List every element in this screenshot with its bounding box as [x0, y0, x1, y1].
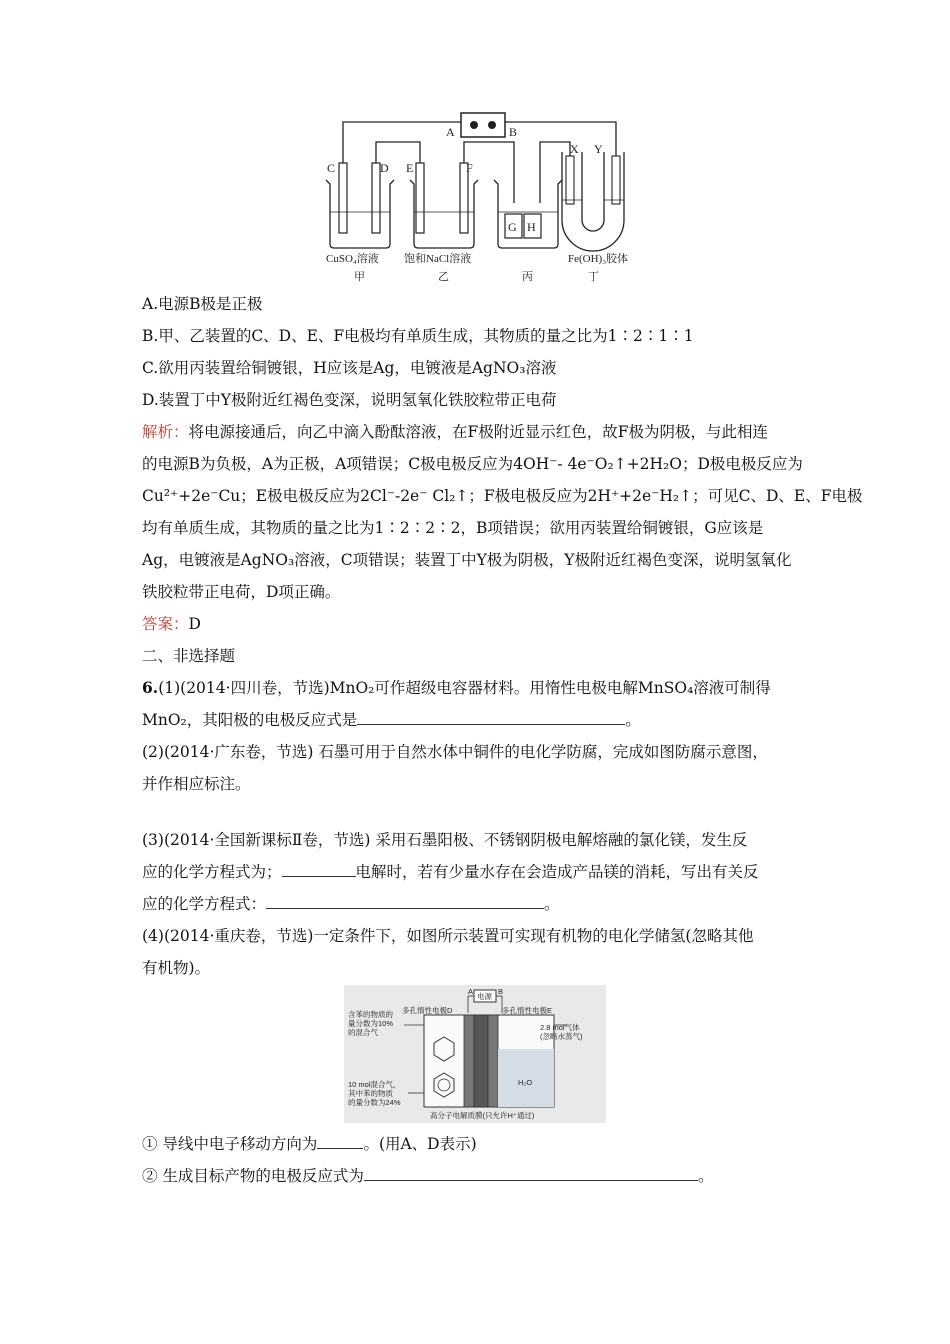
membrane: [474, 1015, 488, 1107]
subquestion-2: [142, 1166, 713, 1186]
u-tube: [562, 152, 624, 251]
q6-part1-text: (1)(2014·四川卷，节选)MnO₂可作超级电容器材料。用惰性电极电解MnSO₄溶液可制得: [158, 679, 771, 697]
source-terminal-a: [471, 122, 478, 129]
caption-feoh3: Fe(OH)₃胶体: [568, 253, 629, 265]
answer-blank-5[interactable]: [364, 1166, 698, 1181]
electrode-c: [339, 163, 347, 233]
answer-line: [142, 614, 201, 634]
membrane-label: 高分子电解质膜(只允许H⁺通过): [430, 1111, 535, 1120]
name-ding: 丁: [588, 271, 599, 283]
mix-top-1: 含苯的物质的: [348, 1010, 393, 1019]
electrode-e: [488, 1015, 498, 1107]
gas-out-label: 2.8 mol气体: [540, 1023, 580, 1032]
q6-part3-line2: [142, 862, 759, 882]
analysis-line-6: 铁胶粒带正电荷，D项正确。: [142, 583, 341, 601]
name-jia: 甲: [354, 271, 365, 283]
source-terminal-b: [489, 122, 496, 129]
period: 。: [544, 895, 560, 913]
mix-top-3: 的混合气: [348, 1028, 378, 1037]
analysis-text: 将电源接通后，向乙中滴入酚酞溶液，在F极附近显示红色，故F极为阴极，与此相连: [188, 423, 769, 441]
mix-bot-1: 10 mol混合气，: [348, 1080, 401, 1089]
answer-label: 答案：: [142, 615, 189, 633]
electrode-label-g: G: [508, 220, 517, 234]
q6-part1-line1: [142, 678, 771, 698]
answer-value: D: [188, 615, 201, 633]
analysis-line-2: 的电源B为负极，A为正极，A项错误；C极电极反应为4OH⁻- 4e⁻O₂↑+2H₂O；D极电极反应为: [142, 455, 803, 473]
caption-nacl: 饱和NaCl溶液: [404, 253, 472, 265]
name-bing: 丙: [522, 271, 533, 283]
electrode-label-c: C: [327, 161, 336, 175]
electrode-label-x: X: [570, 142, 579, 156]
electrode-x: [566, 156, 574, 204]
electrode-e-label: 多孔惰性电极E: [502, 1006, 553, 1015]
subquestion-2-text: ② 生成目标产物的电极反应式为: [142, 1167, 364, 1185]
q6-part2-line2: 并作相应标注。: [142, 775, 251, 793]
mix-bot-3: 的量分数为24%: [348, 1098, 401, 1107]
q6-part1-text-2: MnO₂，其阳极的电极反应式是: [142, 711, 358, 729]
analysis-line-5: Ag，电镀液是AgNO₃溶液，C项错误；装置丁中Y极为阴极，Y极附近红褐色变深，说明氢氧化: [142, 551, 792, 569]
electrode-label-e: E: [406, 161, 414, 175]
option-a: A.电源B极是正极: [142, 295, 263, 313]
gas-note-label: (忽略水蒸气): [540, 1032, 583, 1041]
subquestion-1-end: 。(用A、D表示): [363, 1135, 477, 1153]
source-label-b: B: [509, 125, 518, 139]
water-label: H₂O: [518, 1078, 533, 1087]
wire: [376, 142, 420, 163]
q6-part3-line3: [142, 894, 560, 914]
caption-cuso4: CuSO₄溶液: [326, 253, 379, 265]
hydrogen-storage-figure: [344, 985, 606, 1123]
electrode-label-f: F: [466, 161, 473, 175]
q6-part3-text-4: 应的化学方程式：: [142, 895, 267, 913]
answer-blank-4[interactable]: [317, 1134, 363, 1149]
q6-part4-line1: (4)(2014·重庆卷，节选)一定条件下，如图所示装置可实现有机物的电化学储氢(忽略其他: [142, 927, 754, 945]
mix-top-2: 量分数为10%: [348, 1019, 394, 1028]
mix-bot-2: 其中苯的物质: [348, 1089, 393, 1098]
power-label: 电源: [477, 992, 492, 1001]
q6-part4-line2: 有机物)。: [142, 959, 211, 977]
answer-blank-1[interactable]: [357, 710, 625, 725]
electrolysis-apparatus-figure: [318, 108, 648, 286]
power-source: [461, 113, 505, 137]
option-d: D.装置丁中Y极附近红褐色变深，说明氢氧化铁胶粒带正电荷: [142, 391, 557, 409]
question-number: 6.: [142, 678, 159, 697]
analysis-label: 解析：: [142, 423, 189, 441]
analysis-line-4: 均有单质生成，其物质的量之比为1∶2∶2∶2，B项错误；欲用丙装置给铜镀银，G应该是: [142, 519, 764, 537]
q6-part2-line1: (2)(2014·广东卷，节选) 石墨可用于自然水体中铜件的电化学防腐，完成如图防腐示意图，: [142, 743, 768, 761]
option-c: C.欲用丙装置给铜镀银，H应该是Ag，电镀液是AgNO₃溶液: [142, 359, 557, 377]
subquestion-1: [142, 1134, 477, 1154]
beaker-jia: [326, 180, 394, 248]
subquestion-1-text: ① 导线中电子移动方向为: [142, 1135, 318, 1153]
answer-blank-3[interactable]: [266, 894, 544, 909]
electrode-d: [372, 163, 380, 233]
period: 。: [625, 711, 641, 729]
q6-part1-line2: [142, 710, 641, 730]
name-yi: 乙: [438, 271, 449, 283]
label-b: B: [498, 987, 504, 996]
electrode-e: [416, 163, 424, 233]
section-heading: 二、非选择题: [142, 647, 236, 665]
electrode-label-h: H: [527, 220, 536, 234]
answer-blank-2[interactable]: [282, 862, 356, 877]
q6-part3-line1: (3)(2014·全国新课标Ⅱ卷，节选) 采用石墨阳极、不锈钢阴极电解熔融的氯化镁，发生反: [142, 831, 748, 849]
label-a: A: [468, 987, 474, 996]
electrode-d-label: 多孔惰性电极D: [402, 1006, 453, 1015]
q6-part3-text-2: 应的化学方程式为；: [142, 863, 282, 881]
q6-part3-text-3: 电解时，若有少量水存在会造成产品镁的消耗，写出有关反: [355, 863, 759, 881]
electrode-y: [612, 156, 620, 204]
period: 。: [697, 1167, 714, 1185]
electrode-label-y: Y: [594, 142, 603, 156]
source-label-a: A: [446, 125, 455, 139]
electrode-label-d: D: [380, 161, 389, 175]
analysis-line-1: [142, 422, 768, 442]
option-b: B.甲、乙装置的C、D、E、F电极均有单质生成，其物质的量之比为1∶2∶1∶1: [142, 327, 694, 345]
electrode-d: [464, 1015, 474, 1107]
analysis-line-3: Cu²⁺+2e⁻Cu；E极电极反应为2Cl⁻-2e⁻ Cl₂↑；F极电极反应为2H⁺+2e⁻H₂↑；可见C、D、E、F电极: [142, 487, 863, 505]
